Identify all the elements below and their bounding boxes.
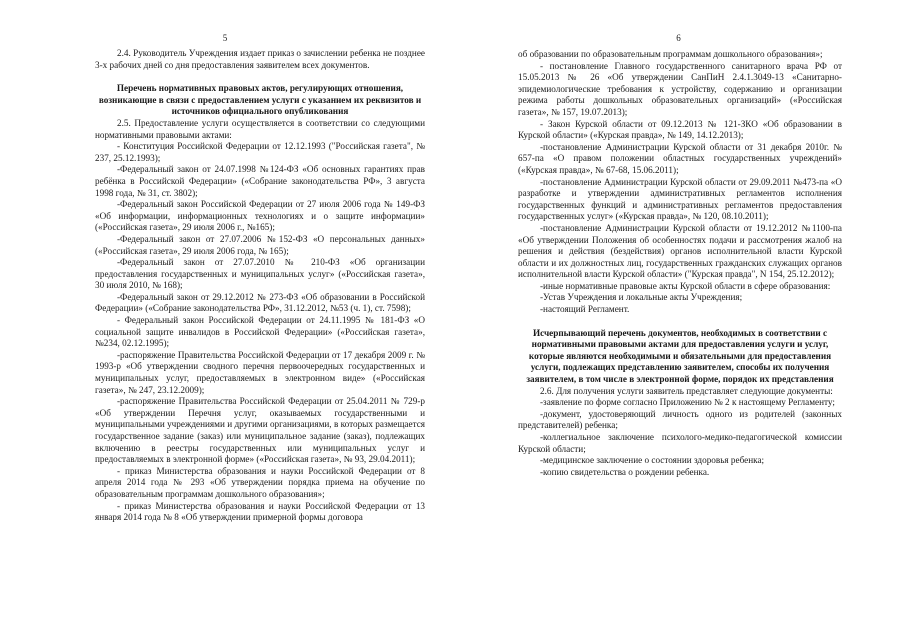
list-item: -распоряжение Правительства Российской Федерации от 25.04.2011 № 729-р «Об утверждении Перечня услуг, оказываемых государственными и муниципальными учреждениями и другими организациями, в которых размещается государственное задание (заказ) или муниципальное задание (заказ), подлежащих включению в реестры государственных или муниципальных услуг и предоставляемых в электронной форме» («Российская газета», № 93, 29.04.2011); (95, 396, 425, 465)
paragraph: 2.5. Предоставление услуги осуществляется в соответствии со следующими нормативными правовыми актами: (95, 117, 425, 140)
right-page (452, 0, 905, 640)
list-item: -Федеральный закон от 29.12.2012 № 273-ФЗ «Об образовании в Российской Федерации» («Собрание законодательства РФ», 31.12.2012, №53 (ч. 1), ст. 7598); (95, 291, 425, 314)
list-item: -коллегиальное заключение психолого-медико-педагогической комиссии Курской области; (518, 432, 842, 454)
list-item: об образовании по образовательным программам дошкольного образования»; (518, 49, 823, 59)
section-heading: Перечень нормативных правовых актов, регулирующих отношения, возникающие в связи с предоставлением услуги с указанием их реквизитов и источников официального опубликования (98, 83, 422, 117)
list-item: -Федеральный закон Российской Федерации от 27 июля 2006 года № 149-ФЗ «Об информации, информационных технологиях и о защите информации» («Российская газета», 29 июля 2006 г., №165); (95, 199, 425, 233)
paragraph: 2.6. Для получения услуги заявитель представляет следующие документы: (540, 385, 833, 396)
section-heading: Исчерпывающий перечень документов, необходимых в соответствии с нормативными правовыми актами для предоставления услуги и услуг, которые являются необходимыми и обязательными для предоставления услуги, подлежащих представлению заявителем, способы их получения заявителем, в том числе в электронной форме, порядок их представления (526, 327, 834, 385)
list-item: -документ, удостоверяющий личность одного из родителей (законных представителей) ребенка; (518, 408, 842, 431)
list-item: -настоящий Регламент. (540, 304, 630, 315)
paragraph-2-4: 2.4. Руководитель Учреждения издает приказ о зачислении ребенка не позднее 3-х рабочих дней со дня предоставления заявителем всех документов. (95, 48, 425, 70)
list-item: -медицинское заключение о состоянии здоровья ребенка; (540, 455, 765, 466)
list-item: - постановление Главного государственного санитарного врача РФ от 15.05.2013 № 26 «Об утверждении СанПиН 2.4.1.3049-13 «Санитарно-эпидемиологические требования к устройству, содержанию и организации режима работы дошкольных образовательных организаций» («Российская газета», № 157, 19.07.2013); (518, 60, 842, 117)
list-item: - Конституция Российской Федерации от 12.12.1993 ("Российская газета", № 237, 25.12.1993); (95, 141, 425, 163)
list-item: -постановление Администрации Курской области от 29.09.2011 №473-па «О разработке и утверждении административных регламентов исполнения государственных функций и административных регламентов предоставления государственных услуг» («Курская правда», № 120, 08.10.2011); (518, 176, 842, 222)
page-number: 5 (222, 33, 228, 43)
list-item: -распоряжение Правительства Российской Федерации от 17 декабря 2009 г. № 1993-р «Об утверждении сводного перечня первоочередных государственных и муниципальных услуг, предоставляемых в электронном виде» («Российская газета», № 247, 23.12.2009); (95, 349, 425, 395)
list-item: -иные нормативные правовые акты Курской области в сфере образования: (540, 280, 831, 291)
list-item: -копию свидетельства о рождении ребенка. (540, 466, 710, 477)
left-page (0, 0, 450, 640)
list-item: -Федеральный закон от 24.07.1998 №124-ФЗ «Об основных гарантиях прав ребёнка в Российской Федерации» («Собрание законодательства РФ», 3 августа 1998 года, № 31, ст. 3802); (95, 164, 425, 198)
page-number: 6 (676, 33, 681, 43)
list-item: - приказ Министерства образования и науки Российской Федерации от 13 января 2014 года № 8 «Об утверждении примерной формы договора (95, 500, 425, 523)
list-item: -постановление Администрации Курской области от 31 декабря 2010г. № 657-па «О правом положении областных государственных учреждений» («Курская правда», № 67-68, 15.06.2011); (518, 141, 842, 175)
list-item: - Федеральный закон Российской Федерации от 24.11.1995 № 181-ФЗ «О социальной защите инвалидов в Российской Федерации» («Российская газета», №234, 02.12.1995); (95, 315, 425, 349)
list-item: -Устав Учреждения и локальные акты Учреждения; (540, 292, 743, 303)
list-item: -Федеральный закон от 27.07.2010 № 210-ФЗ «Об организации предоставления государственных и муниципальных услуг» («Российская газета», 30 июля 2010, № 168); (95, 257, 425, 291)
list-item: - приказ Министерства образования и науки Российской Федерации от 8 апреля 2014 года № 293 «Об утверждении порядка приема на обучение по образовательным программам дошкольного образования»; (95, 465, 425, 499)
left-page-content (95, 48, 425, 524)
list-item: - Закон Курской области от 09.12.2013 № 121-ЗКО «Об образовании в Курской области» («Курская правда», № 149, 14.12.2013); (518, 118, 842, 141)
list-item: -Федеральный закон от 27.07.2006 №152-ФЗ «О персональных данных» («Российская газета», 29 июля 2006 года, № 165); (95, 233, 425, 256)
right-page-content (518, 49, 842, 478)
list-item: -заявление по форме согласно Приложению № 2 к настоящему Регламенту; (540, 397, 835, 408)
list-item: -постановление Администрации Курской области от 19.12.2012 №1100-па «Об утверждении Положения об особенностях подачи и рассмотрения жалоб на решения и действия (бездействия) органов исполнительной власти Курской области и их должностных лиц, государственных гражданских служащих органов исполнительной власти Курской области» ("Курская правда", N 154, 25.12.2012); (518, 222, 842, 280)
